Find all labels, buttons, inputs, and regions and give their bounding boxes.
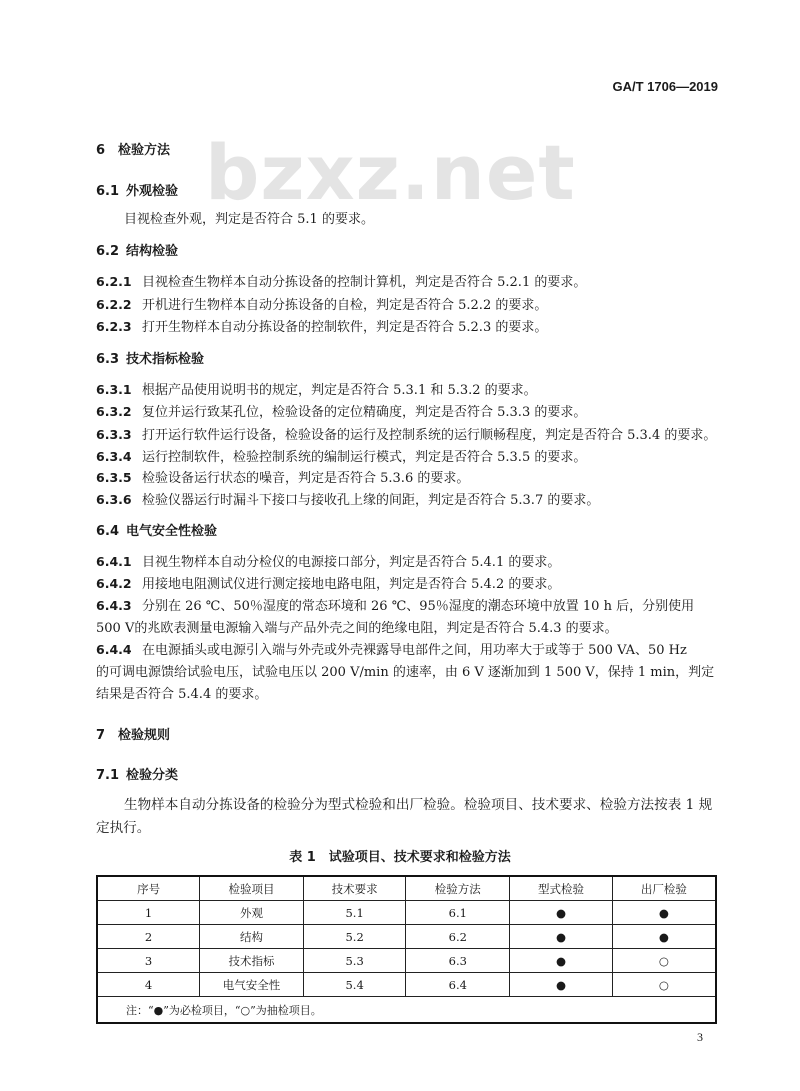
- section-number: 7.1: [96, 768, 120, 783]
- header-cell-item: 检验项目: [200, 876, 304, 901]
- clause-number: 6.3.2: [96, 404, 132, 419]
- table-caption: 表 1 试验项目、技术要求和检验方法: [289, 850, 511, 865]
- section-title: 检验方法: [118, 143, 171, 158]
- clause-6-4-1: [96, 551, 560, 570]
- clause-text: 根据产品使用说明书的规定，判定是否符合 5.3.1 和 5.3.2 的要求。: [142, 383, 537, 398]
- table-note: 注：“●”为必检项目，“○”为抽检项目。: [97, 997, 716, 1024]
- section-title: 电气安全性检验: [126, 524, 218, 539]
- table-cell: 6.4: [406, 973, 510, 997]
- section-title: 技术指标检验: [126, 352, 205, 367]
- clause-6-2-3: [96, 316, 547, 335]
- table-cell: 结构: [200, 925, 304, 949]
- header-cell-requirement: 技术要求: [303, 876, 406, 901]
- section-6-4-heading: [96, 520, 217, 539]
- section-title: 检验分类: [126, 768, 179, 783]
- section-6-3-heading: [96, 348, 204, 367]
- table-cell: 6.2: [406, 925, 510, 949]
- clause-number: 6.2.3: [96, 319, 132, 334]
- section-number: 6.1: [96, 184, 120, 199]
- clause-number: 6.4.3: [96, 598, 132, 613]
- table-cell: 2: [97, 925, 200, 949]
- table-header-row: [97, 876, 716, 901]
- clause-text: 开机进行生物样本自动分拣设备的自检，判定是否符合 5.2.2 的要求。: [142, 298, 548, 313]
- section-6-2-heading: [96, 240, 178, 259]
- section-6-1-heading: [96, 180, 178, 199]
- clause-number: 6.2.1: [96, 274, 132, 289]
- table-cell: 3: [97, 949, 200, 973]
- clause-6-4-2: [96, 573, 560, 592]
- section-6-1-text: 目视检查外观，判定是否符合 5.1 的要求。: [124, 212, 374, 227]
- table-cell: ●: [612, 925, 716, 949]
- clause-6-3-2: [96, 401, 586, 420]
- section-title: 外观检验: [126, 184, 179, 199]
- table-cell: 6.1: [406, 901, 510, 925]
- clause-number: 6.4.4: [96, 642, 132, 657]
- header-cell-type-test: 型式检验: [510, 876, 613, 901]
- inspection-table: [96, 875, 717, 1024]
- section-number: 6: [96, 143, 106, 158]
- clause-number: 6.4.1: [96, 554, 132, 569]
- section-number: 6.4: [96, 524, 120, 539]
- clause-text: 检验仪器运行时漏斗下接口与接收孔上缘的间距，判定是否符合 5.3.7 的要求。: [142, 493, 600, 508]
- table-cell: 外观: [200, 901, 304, 925]
- table-row: [97, 949, 716, 973]
- table-cell: 5.1: [303, 901, 406, 925]
- clause-text: 检验设备运行状态的噪音，判定是否符合 5.3.6 的要求。: [142, 471, 470, 486]
- clause-6-3-3: [96, 424, 716, 443]
- table-cell: ●: [510, 901, 613, 925]
- clause-6-4-4-continuation: 结果是否符合 5.4.4 的要求。: [96, 687, 268, 702]
- clause-6-4-4: [96, 639, 687, 658]
- clause-text: 运行控制软件，检验控制系统的编制运行模式，判定是否符合 5.3.5 的要求。: [142, 450, 587, 465]
- table-cell: ○: [612, 973, 716, 997]
- table-cell: 电气安全性: [200, 973, 304, 997]
- clause-number: 6.3.5: [96, 470, 132, 485]
- page-number: 3: [697, 1030, 703, 1044]
- table-cell: 6.3: [406, 949, 510, 973]
- clause-text-line: 分别在 26 ℃、50％湿度的常态环境和 26 ℃、95％湿度的潮态环境中放置 10 h 后，分别使用: [142, 599, 695, 614]
- section-number: 7: [96, 728, 106, 743]
- header-cell-method: 检验方法: [406, 876, 510, 901]
- clause-text: 打开生物样本自动分拣设备的控制软件，判定是否符合 5.2.3 的要求。: [142, 320, 548, 335]
- section-6-heading: [96, 139, 170, 158]
- table-cell: 5.4: [303, 973, 406, 997]
- table-row: [97, 901, 716, 925]
- header-cell-seq: 序号: [97, 876, 200, 901]
- table-note-row: [97, 997, 716, 1024]
- clause-number: 6.3.4: [96, 449, 132, 464]
- clause-text-line: 在电源插头或电源引入端与外壳或外壳裸露导电部件之间，用功率大于或等于 500 VA、50 Hz: [142, 643, 687, 658]
- table-row: [97, 925, 716, 949]
- header-cell-factory-test: 出厂检验: [612, 876, 716, 901]
- table-cell: ○: [612, 949, 716, 973]
- table-cell: ●: [510, 925, 613, 949]
- section-number: 6.2: [96, 244, 120, 259]
- standard-number: GA/T 1706—2019: [612, 79, 718, 94]
- clause-text: 打开运行软件运行设备，检验设备的运行及控制系统的运行顺畅程度，判定是否符合 5.3.4 的要求。: [142, 428, 717, 443]
- clause-number: 6.3.1: [96, 382, 132, 397]
- section-7-heading: [96, 724, 170, 743]
- clause-6-4-3: [96, 595, 694, 614]
- clause-text: 用接地电阻测试仪进行测定接地电路电阻，判定是否符合 5.4.2 的要求。: [142, 577, 561, 592]
- table-cell: 5.2: [303, 925, 406, 949]
- clause-6-3-6: [96, 489, 599, 508]
- watermark: bzxz.net: [205, 128, 576, 217]
- clause-6-4-3-continuation: 500 V的兆欧表测量电源输入端与产品外壳之间的绝缘电阻，判定是否符合 5.4.3 的要求。: [96, 621, 618, 636]
- clause-text: 复位并运行致某孔位，检验设备的定位精确度，判定是否符合 5.3.3 的要求。: [142, 405, 587, 420]
- table-cell: 5.3: [303, 949, 406, 973]
- clause-6-2-2: [96, 294, 547, 313]
- clause-number: 6.4.2: [96, 576, 132, 591]
- table-row: [97, 973, 716, 997]
- section-title: 检验规则: [118, 728, 171, 743]
- section-number: 6.3: [96, 352, 120, 367]
- clause-6-2-1: [96, 271, 586, 290]
- table-cell: ●: [510, 973, 613, 997]
- clause-text: 目视生物样本自动分检仪的电源接口部分，判定是否符合 5.4.1 的要求。: [142, 555, 561, 570]
- clause-number: 6.2.2: [96, 297, 132, 312]
- clause-6-3-4: [96, 446, 586, 465]
- clause-6-3-1: [96, 379, 537, 398]
- table-cell: ●: [612, 901, 716, 925]
- section-title: 结构检验: [126, 244, 179, 259]
- section-7-1-paragraph-continuation: 定执行。: [96, 820, 151, 836]
- table-cell: 1: [97, 901, 200, 925]
- clause-text: 目视检查生物样本自动分拣设备的控制计算机，判定是否符合 5.2.1 的要求。: [142, 275, 587, 290]
- table-cell: 4: [97, 973, 200, 997]
- table-cell: 技术指标: [200, 949, 304, 973]
- clause-6-4-4-continuation: 的可调电源馈给试验电压，试验电压以 200 V/min 的速率，由 6 V 逐渐加到 1 500 V，保持 1 min，判定: [96, 665, 715, 680]
- section-7-1-heading: [96, 764, 178, 783]
- clause-6-3-5: [96, 467, 469, 486]
- table-cell: ●: [510, 949, 613, 973]
- section-7-1-paragraph: 生物样本自动分拣设备的检验分为型式检验和出厂检验。检验项目、技术要求、检验方法按表 1 规: [124, 797, 713, 813]
- clause-number: 6.3.6: [96, 492, 132, 507]
- clause-number: 6.3.3: [96, 427, 132, 442]
